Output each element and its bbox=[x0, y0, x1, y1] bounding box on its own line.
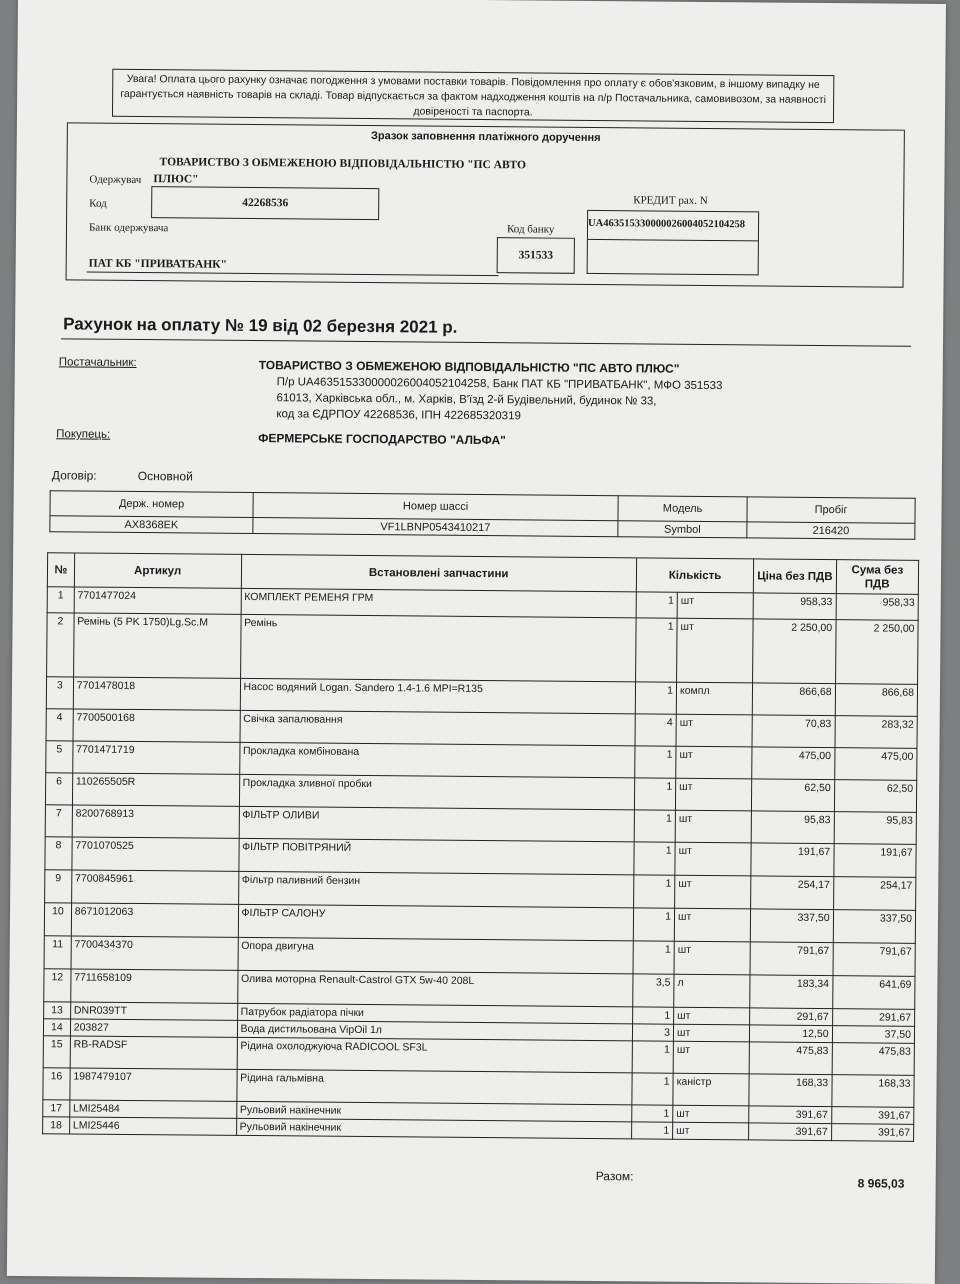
item-price: 337,50 bbox=[751, 909, 834, 943]
item-name: Насос водяний Logan. Sandero 1.4-1.6 MPI=R135 bbox=[240, 678, 636, 713]
item-article: Ремінь (5 PK 1750)Lg.Sc.M bbox=[73, 613, 240, 678]
item-name: Вода дистильована VipOil 1л bbox=[237, 1020, 632, 1040]
item-sum: 391,67 bbox=[831, 1124, 914, 1142]
item-article: LMI25446 bbox=[69, 1117, 236, 1135]
item-price: 95,83 bbox=[751, 811, 834, 844]
col-sum-header: Сума без ПДВ bbox=[836, 560, 919, 595]
items-table bbox=[42, 552, 919, 1142]
bank-name-underline bbox=[87, 272, 499, 277]
col-qty-header: Кількість bbox=[636, 558, 754, 593]
item-article: 8671012063 bbox=[71, 903, 238, 937]
item-price: 12,50 bbox=[750, 1025, 833, 1043]
item-unit: шт bbox=[674, 941, 750, 975]
buyer-label: Покупець: bbox=[56, 428, 111, 441]
item-name: Ремінь bbox=[240, 614, 636, 681]
item-sum: 391,67 bbox=[831, 1107, 914, 1125]
item-article: 7701478018 bbox=[73, 677, 240, 710]
item-qty: 1 bbox=[635, 682, 676, 714]
item-unit: шт bbox=[675, 778, 751, 811]
item-price: 475,83 bbox=[749, 1042, 832, 1075]
item-num: 1 bbox=[47, 587, 74, 613]
item-num: 4 bbox=[46, 709, 73, 741]
item-name: ФІЛЬТР САЛОНУ bbox=[238, 904, 634, 940]
item-price: 791,67 bbox=[750, 942, 833, 976]
item-price: 183,34 bbox=[750, 975, 833, 1009]
item-sum: 191,67 bbox=[833, 844, 916, 878]
item-qty: 1 bbox=[635, 618, 677, 682]
item-price: 254,17 bbox=[751, 876, 834, 910]
item-sum: 291,67 bbox=[832, 1009, 915, 1027]
item-price: 958,33 bbox=[753, 593, 836, 620]
bank-name: ПАТ КБ "ПРИВАТБАНК" bbox=[88, 257, 227, 271]
vehicle-table bbox=[49, 490, 915, 540]
item-article: DNR039TT bbox=[70, 1002, 237, 1020]
code-label: Код bbox=[89, 197, 107, 210]
invoice-title: Рахунок на оплату № 19 від 02 березня 2021 р. bbox=[63, 314, 458, 337]
item-qty: 1 bbox=[632, 1041, 673, 1073]
item-name: Рідина гальмівна bbox=[236, 1069, 632, 1104]
item-price: 168,33 bbox=[749, 1074, 832, 1107]
item-num: 9 bbox=[45, 870, 72, 903]
item-qty: 1 bbox=[634, 842, 675, 875]
table-row bbox=[47, 613, 919, 685]
item-unit: шт bbox=[674, 908, 750, 942]
item-unit: шт bbox=[675, 842, 751, 876]
contract-label: Договір: bbox=[51, 468, 97, 483]
vehicle-plate: AX8368EK bbox=[50, 516, 253, 534]
item-unit: шт bbox=[673, 1024, 749, 1042]
item-name: Олива моторна Renault-Castrol GTX 5w-40 208L bbox=[237, 970, 633, 1006]
item-name: Прокладка комбінована bbox=[239, 742, 635, 777]
recipient-name-line2: ПЛЮС" bbox=[153, 173, 199, 186]
supplier-label: Постачальник: bbox=[58, 356, 137, 369]
item-article: 110265505R bbox=[72, 773, 239, 806]
code-value: 42268536 bbox=[242, 196, 289, 210]
item-num: 8 bbox=[45, 837, 72, 870]
item-sum: 641,69 bbox=[832, 976, 915, 1010]
item-qty: 1 bbox=[633, 908, 674, 941]
item-num: 5 bbox=[46, 741, 73, 773]
item-price: 391,67 bbox=[749, 1123, 832, 1141]
item-unit: шт bbox=[673, 1122, 749, 1140]
item-unit: компл bbox=[676, 682, 752, 715]
item-num: 18 bbox=[43, 1117, 70, 1134]
item-num: 16 bbox=[43, 1068, 70, 1100]
vehicle-mileage-header: Пробіг bbox=[747, 497, 915, 523]
items-body bbox=[43, 587, 919, 1142]
item-sum: 62,50 bbox=[834, 780, 917, 813]
item-sum: 254,17 bbox=[833, 877, 916, 911]
item-sum: 958,33 bbox=[836, 594, 919, 621]
item-qty: 1 bbox=[634, 778, 675, 810]
bank-label: Банк одержувача bbox=[88, 221, 169, 235]
item-article: 7700500168 bbox=[73, 709, 240, 742]
item-qty: 1 bbox=[634, 810, 675, 842]
item-qty: 1 bbox=[633, 941, 674, 974]
item-article: 7700845961 bbox=[71, 870, 238, 904]
item-price: 2 250,00 bbox=[753, 619, 836, 684]
item-sum: 791,67 bbox=[833, 943, 916, 977]
item-qty: 1 bbox=[632, 1007, 673, 1024]
item-name: ФІЛЬТР ПОВІТРЯНИЙ bbox=[238, 838, 634, 874]
item-num: 7 bbox=[45, 805, 72, 837]
col-price-header: Ціна без ПДВ bbox=[754, 559, 837, 594]
item-article: 8200768913 bbox=[72, 805, 239, 838]
item-num: 2 bbox=[47, 613, 74, 677]
invoice-paper bbox=[7, 0, 946, 1284]
item-price: 62,50 bbox=[752, 779, 835, 812]
item-article: 203827 bbox=[70, 1019, 237, 1037]
item-article: 7701477024 bbox=[74, 587, 241, 614]
item-qty: 1 bbox=[635, 746, 676, 778]
item-sum: 2 250,00 bbox=[835, 620, 918, 685]
item-sum: 337,50 bbox=[833, 910, 916, 944]
vehicle-mileage: 216420 bbox=[747, 522, 915, 539]
item-price: 70,83 bbox=[752, 715, 835, 748]
item-unit: шт bbox=[676, 714, 752, 747]
item-article: LMI25484 bbox=[70, 1100, 237, 1118]
item-unit: шт bbox=[677, 592, 753, 619]
payment-sample-title: Зразок заповнення платіжного доручення bbox=[370, 130, 601, 145]
bank-code-value: 351533 bbox=[518, 249, 554, 262]
vehicle-model: Symbol bbox=[618, 521, 747, 538]
col-num-header: № bbox=[47, 553, 74, 587]
item-price: 866,68 bbox=[753, 683, 836, 716]
vehicle-vin-header: Номер шассі bbox=[253, 493, 618, 521]
item-name: Рідина охолоджуюча RADICOOL SF3L bbox=[237, 1037, 633, 1072]
supplier-address: 61013, Харківська обл., м. Харків, В'їзд 2-й Будівельний, будинок № 33, bbox=[276, 392, 657, 408]
item-article: 7711658109 bbox=[71, 969, 238, 1003]
vehicle-vin: VF1LBNP0543410217 bbox=[253, 518, 618, 537]
item-sum: 866,68 bbox=[835, 684, 918, 717]
item-qty: 1 bbox=[633, 875, 674, 908]
credit-box bbox=[587, 210, 760, 275]
item-name: Патрубок радіатора пічки bbox=[237, 1003, 632, 1023]
item-unit: шт bbox=[674, 1007, 750, 1025]
item-name: КОМПЛЕКТ РЕМЕНЯ ГРМ bbox=[241, 588, 637, 617]
item-sum: 37,50 bbox=[832, 1026, 915, 1044]
item-qty: 1 bbox=[632, 1105, 673, 1122]
col-article-header: Артикул bbox=[74, 553, 241, 588]
item-qty: 1 bbox=[636, 592, 677, 618]
code-box bbox=[151, 186, 379, 220]
supplier-codes: код за ЄДРПОУ 42268536, ІПН 422685320319 bbox=[276, 408, 521, 423]
item-article: RB-RADSF bbox=[70, 1036, 237, 1069]
contract-value: Основной bbox=[137, 469, 193, 484]
item-num: 6 bbox=[45, 773, 72, 805]
item-qty: 4 bbox=[635, 714, 676, 746]
item-name: Рульовий накінечник bbox=[236, 1101, 631, 1121]
item-sum: 283,32 bbox=[835, 716, 918, 749]
item-name: ФІЛЬТР ОЛИВИ bbox=[239, 806, 635, 841]
item-unit: л bbox=[674, 974, 750, 1008]
item-num: 3 bbox=[46, 677, 73, 709]
item-num: 12 bbox=[44, 969, 71, 1002]
item-article: 1987479107 bbox=[70, 1068, 237, 1101]
item-name: Свічка запалювання bbox=[240, 710, 636, 745]
item-num: 10 bbox=[44, 903, 71, 936]
item-unit: шт bbox=[673, 1105, 749, 1123]
vehicle-plate-header: Держ. номер bbox=[50, 491, 253, 518]
item-num: 15 bbox=[43, 1036, 70, 1068]
item-name: Опора двигуна bbox=[238, 937, 634, 973]
item-name: Фільтр паливний бензин bbox=[238, 871, 634, 907]
recipient-label: Одержувач bbox=[89, 173, 142, 187]
vehicle-model-header: Модель bbox=[618, 496, 747, 522]
item-unit: шт bbox=[677, 618, 754, 683]
item-unit: каністр bbox=[673, 1073, 749, 1106]
col-name-header: Встановлені запчастини bbox=[241, 554, 637, 591]
title-divider bbox=[61, 338, 911, 346]
recipient-name-line1: ТОВАРИСТВО З ОБМЕЖЕНОЮ ВІДПОВІДАЛЬНІСТЮ "ПС АВТО bbox=[159, 156, 527, 172]
item-num: 17 bbox=[43, 1100, 70, 1117]
item-sum: 475,83 bbox=[832, 1043, 915, 1076]
bank-code-box bbox=[497, 237, 575, 274]
item-qty: 1 bbox=[631, 1122, 672, 1139]
item-unit: шт bbox=[675, 875, 751, 909]
item-article: 7701471719 bbox=[73, 741, 240, 774]
item-sum: 168,33 bbox=[831, 1075, 914, 1108]
total-value: 8 965,03 bbox=[857, 1176, 905, 1191]
total-label: Разом: bbox=[595, 1169, 634, 1184]
item-name: Рульовий накінечник bbox=[236, 1118, 631, 1138]
item-qty: 3,5 bbox=[633, 974, 674, 1007]
payment-notice: Увага! Оплата цього рахунку означає погодження з умовами поставки товарів. Повідомлення про оплату є обов'язковим, в іншому випадку не гарантується наявність товарів на складі. Товар відпускається за фактом надходження коштів на п/р Постачальника, самовивозом, за наявності довіреності та паспорта. bbox=[112, 69, 834, 123]
item-sum: 95,83 bbox=[834, 812, 917, 845]
item-unit: шт bbox=[676, 746, 752, 779]
item-num: 11 bbox=[44, 936, 71, 969]
credit-label: КРЕДИТ рах. N bbox=[633, 194, 708, 207]
item-price: 391,67 bbox=[749, 1106, 832, 1124]
item-num: 14 bbox=[43, 1019, 70, 1036]
payment-sample-form bbox=[66, 122, 905, 287]
credit-value: UA463515330000026004052104258 bbox=[588, 210, 758, 241]
item-unit: шт bbox=[675, 810, 751, 843]
bank-code-label: Код банку bbox=[506, 223, 555, 236]
buyer-name: ФЕРМЕРСЬКЕ ГОСПОДАРСТВО "АЛЬФА" bbox=[258, 431, 506, 448]
item-price: 291,67 bbox=[750, 1008, 833, 1026]
item-price: 191,67 bbox=[751, 843, 834, 877]
item-num: 13 bbox=[44, 1002, 71, 1019]
item-article: 7700434370 bbox=[71, 936, 238, 970]
item-qty: 3 bbox=[632, 1024, 673, 1041]
supplier-name: ТОВАРИСТВО З ОБМЕЖЕНОЮ ВІДПОВІДАЛЬНІСТЮ "ПС АВТО ПЛЮС" bbox=[258, 358, 680, 376]
item-sum: 475,00 bbox=[834, 748, 917, 781]
item-price: 475,00 bbox=[752, 747, 835, 780]
item-qty: 1 bbox=[632, 1073, 673, 1105]
supplier-account: П/р UA463515330000026004052104258, Банк ПАТ КБ "ПРИВАТБАНК", МФО 351533 bbox=[276, 376, 723, 393]
item-article: 7701070525 bbox=[72, 837, 239, 871]
item-name: Прокладка зливної пробки bbox=[239, 774, 635, 809]
item-unit: шт bbox=[673, 1041, 749, 1074]
